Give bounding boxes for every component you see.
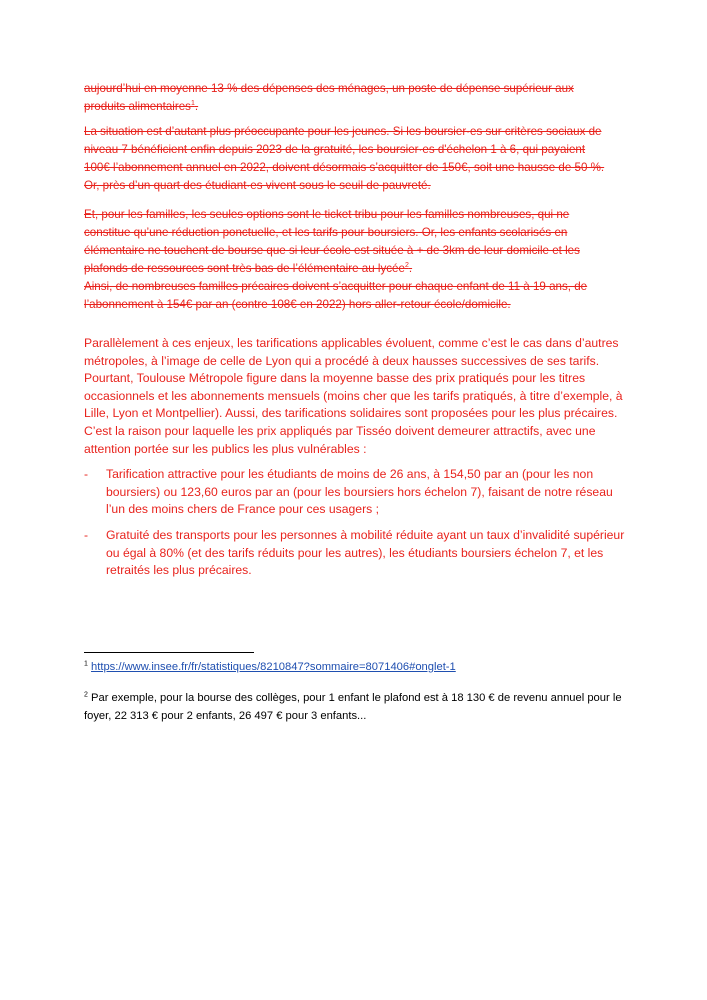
text-line: boursiers) ou 123,60 euros par an (pour les boursiers hors échelon 7), faisant de notre réseau — [106, 484, 613, 499]
footnote-number: 2 — [84, 691, 88, 699]
text-line: retraités les plus précaires. — [106, 563, 252, 578]
struck-paragraph-1 — [84, 80, 624, 116]
bullet-dash: - — [84, 467, 89, 481]
text-line: $^2$ Par exemple, pour la bourse des collèges, pour 1 enfant le plafond est à 18 130 € de revenu annuel pour le — [84, 691, 622, 704]
text-line: Et, pour les familles, les seules options sont le ticket tribu pour les familles nombreuses, qui ne — [84, 208, 570, 221]
text-line: foyer, 22 313 € pour 2 enfants, 26 497 € pour 3 enfants... — [84, 710, 367, 722]
footnote-number: 1 — [84, 660, 88, 668]
text-line: Parallèlement à ces enjeux, les tarifications applicables évoluent, comme c’est le cas dans d’autres — [84, 336, 619, 350]
text-line: Pourtant, Toulouse Métropole figure dans la moyenne basse des prix pratiqués pour les titres — [84, 371, 586, 386]
text-line: Ainsi, de nombreuses familles précaires doivent s’acquitter pour chaque enfant de 11 à 19 ans, de — [84, 280, 588, 293]
footnote-ref-2[interactable]: 2 — [404, 262, 409, 270]
footnote-2 — [84, 689, 644, 725]
text-line: occasionnels et les abonnements mensuels (moins cher que les tarifs pratiqués, à titre d’exemple, à — [84, 388, 623, 403]
main-paragraph — [84, 335, 632, 458]
footnote-1 — [84, 658, 644, 676]
text-line: Lille, Lyon et Montpellier). Aussi, des tarifications solidaires sont proposées pour les plus précaires. — [84, 406, 618, 421]
text-line: plafonds de ressources sont très bas de l’élémentaire au lycée$^2$. — [84, 262, 413, 275]
footnote-separator — [84, 652, 254, 653]
text-line: niveau 7 bénéficient enfin depuis 2023 de la gratuité, les boursier·es d'échelon 1 à 6, qui payaient — [84, 143, 586, 156]
text-line: aujourd’hui en moyenne 13 % des dépenses des ménages, un poste de dépense supérieur aux — [84, 82, 574, 95]
text-line: l’abonnement à 154€ par an (contre 108€ en 2022) hors aller-retour école/domicile. — [84, 298, 511, 311]
text-line: Tarification attractive pour les étudiants de moins de 26 ans, à 154,50 par an (pour les non — [106, 467, 594, 481]
text-line: Or, près d’un quart des étudiant·es vivent sous le seuil de pauvreté. — [84, 179, 431, 192]
bullet-text — [106, 527, 624, 580]
text-line: La situation est d’autant plus préoccupante pour les jeunes. Si les boursier·es sur critères sociaux de — [84, 125, 602, 138]
struck-paragraph-3 — [84, 206, 624, 314]
text-line: constitue qu’une réduction ponctuelle, et les tarifs pour boursiers. Or, les enfants scolarisés en — [84, 226, 568, 239]
text-line: produits alimentaires$^1$. — [84, 100, 199, 113]
bullet-item-student-fares — [84, 466, 644, 526]
bullet-item-free-transport — [84, 527, 644, 587]
text-line: attention portée sur les publics les plus vulnérables : — [84, 441, 367, 456]
struck-paragraph-2 — [84, 123, 624, 195]
footnote-ref-1[interactable]: 1 — [190, 100, 195, 108]
text-line: métropoles, à l’image de celle de Lyon qui a procédé à deux hausses successives de ses tarifs. — [84, 353, 600, 368]
bullet-dash: - — [84, 528, 89, 542]
text-line: élémentaire ne touchent de bourse que si leur école est située à + de 3km de leur domicile et les — [84, 244, 580, 257]
bullet-text — [106, 466, 613, 519]
text-line: l’un des moins chers de France pour ces usagers ; — [106, 502, 379, 517]
text-line: Gratuité des transports pour les personnes à mobilité réduite ayant un taux d’invalidité supérieur — [106, 528, 625, 542]
text-line: 100€ l’abonnement annuel en 2022, doivent désormais s’acquitter de 150€, soit une hausse de 50 %. — [84, 161, 605, 174]
text-line: ou égal à 80% (et des tarifs réduits pour les autres), les étudiants boursiers échelon 7, et les — [106, 545, 604, 560]
text-line: C’est la raison pour laquelle les prix appliqués par Tisséo doivent demeurer attractifs, avec une — [84, 423, 596, 438]
footnote-link[interactable]: https://www.insee.fr/fr/statistiques/8210847?sommaire=8071406#onglet-1 — [91, 661, 456, 673]
